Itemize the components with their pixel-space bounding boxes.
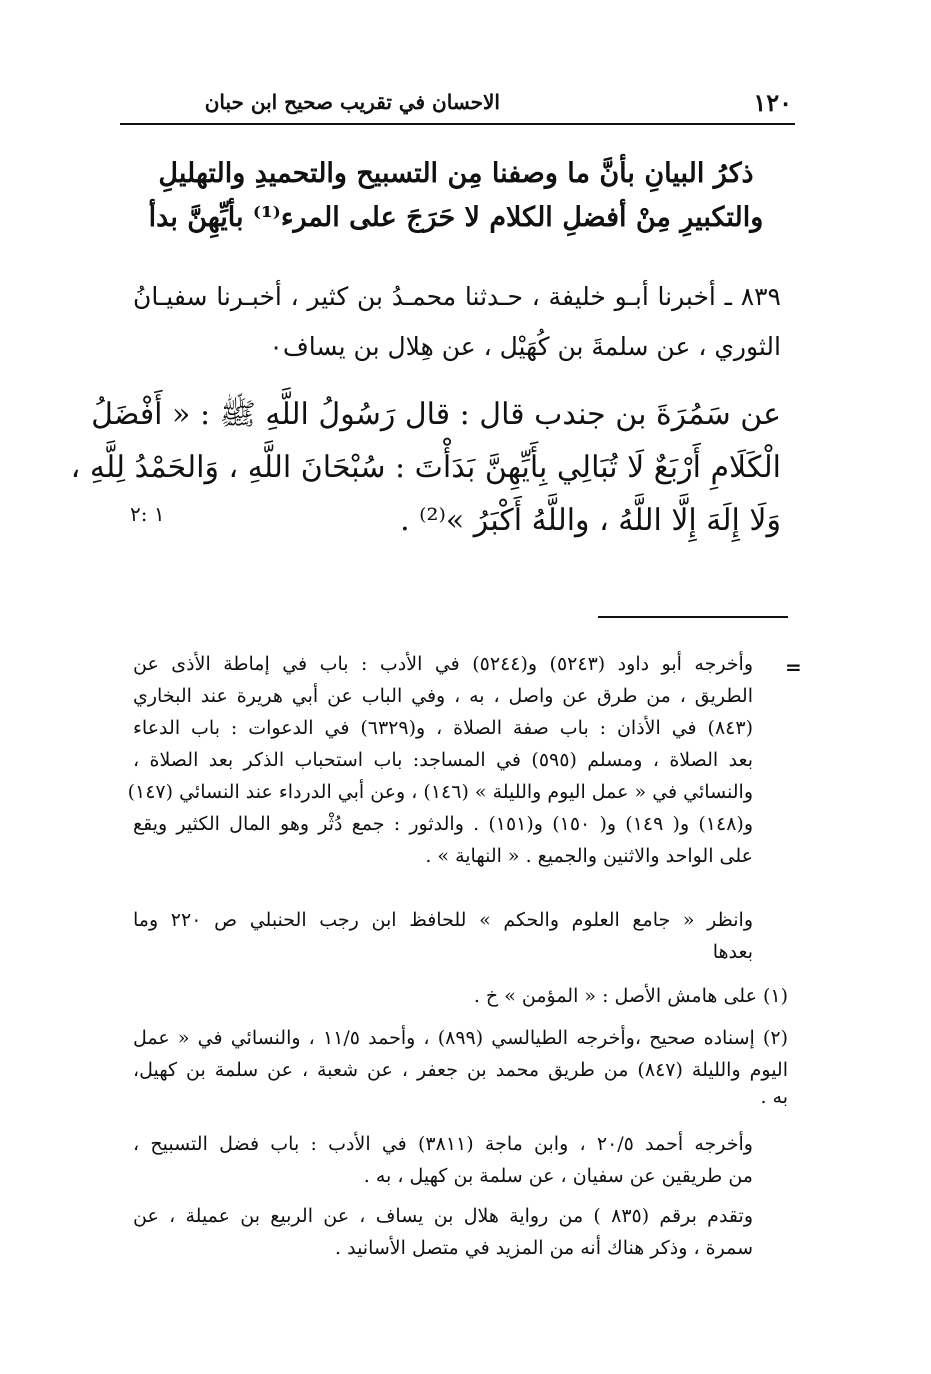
footnote-line: به . bbox=[760, 1086, 788, 1108]
hadith-matn bbox=[70, 388, 781, 547]
book-title: الاحسان في تقريب صحيح ابن حبان bbox=[204, 90, 500, 114]
heading-line-1: ذكرُ البيانِ بأنَّ ما وصفنا مِن التسبيح والتحميدِ والتهليلِ bbox=[158, 158, 754, 189]
footnote-line: اليوم والليلة (٨٤٧) من طريق محمد بن جعفر ، عن شعبة ، عن سلمة بن كهيل، bbox=[133, 1059, 788, 1081]
footnote-2-ahmad bbox=[133, 1128, 753, 1192]
footnote-line: سمرة ، وذكر هناك أنه من المزيد في متصل الأسانيد . bbox=[335, 1237, 753, 1259]
footnote-line: (٨٤٣) في الأذان : باب صفة الصلاة ، و(٦٣٢٩) في الدعوات : باب الدعاء bbox=[133, 717, 753, 739]
matn-line-2: الْكَلَامِ أَرْبَعٌ لَا تُبَالِي بِأَيِّهِنَّ بَدَأْتَ : سُبْحَانَ اللَّهِ ، وَالحَمْدُ لِلَّهِ ، bbox=[70, 450, 781, 485]
footnote-rule bbox=[598, 616, 788, 618]
footnote-line: وأخرجه أبو داود (٥٢٤٣) و(٥٢٤٤) في الأدب : باب في إماطة الأذى عن bbox=[133, 653, 753, 675]
matn-line-1: عن سَمُرَةَ بن جندب قال : قال رَسُولُ اللَّهِ ﷺ : « أَفْضَلُ bbox=[91, 397, 781, 432]
footnote-2 bbox=[133, 1022, 788, 1108]
footnote-line: بعد الصلاة ، ومسلم (٥٩٥) في المساجد: باب استحباب الذكر بعد الصلاة ، bbox=[133, 749, 753, 771]
page-number: ١٢٠ bbox=[753, 88, 792, 117]
isnad-line-1: ٨٣٩ ـ أخبرنا أبـو خليفة ، حـدثنا محمـدُ بن كثير ، أخبـرنا سفيـانُ bbox=[133, 282, 781, 311]
margin-reference: ١ :٢ bbox=[130, 502, 165, 526]
footnote-line: (٢) إسناده صحيح ،وأخرجه الطيالسي (٨٩٩) ، وأحمد ١١/٥ ، والنسائي في « عمل bbox=[133, 1027, 788, 1049]
footnote-line: بعدها bbox=[712, 941, 753, 963]
footnote-see-also bbox=[133, 904, 753, 968]
hadith-isnad bbox=[133, 272, 781, 372]
heading-line-2: والتكبيرِ مِنْ أفضلِ الكلام لا حَرَجَ على المرء⁽¹⁾ بأيِّهِنَّ بدأ bbox=[148, 202, 764, 233]
chapter-heading bbox=[120, 152, 792, 240]
footnote-line: (١) على هامش الأصل : « المؤمن » خ . bbox=[473, 985, 788, 1007]
matn-line-3: وَلَا إِلَهَ إِلَّا اللَّهُ ، واللَّهُ أَكْبَرُ »⁽²⁾ . bbox=[400, 503, 781, 538]
footnote-line: وأخرجه أحمد ٢٠/٥ ، وابن ماجة (٣٨١١) في الأدب : باب فضل التسبيح ، bbox=[133, 1133, 753, 1155]
isnad-line-2: الثوري ، عن سلمةَ بن كُهَيْل ، عن هِلال بن يساف٠ bbox=[269, 332, 781, 361]
footnote-line: و(١٤٨) و( ١٤٩) و( ١٥٠) و(١٥١) . والدثور : جمع دُثْر وهو المال الكثير ويقع bbox=[133, 813, 753, 835]
footnote-line: والنسائي في « عمل اليوم والليلة » (١٤٦) ، وعن أبي الدرداء عند النسائي (١٤٧) bbox=[127, 781, 753, 803]
footnote-line: من طريقين عن سفيان ، عن سلمة بن كهيل ، به . bbox=[363, 1165, 753, 1187]
footnote-line: الطريق ، من طرق عن واصل ، به ، وفي الباب عن أبي هريرة عند البخاري bbox=[133, 685, 753, 707]
running-header bbox=[120, 88, 792, 116]
footnote-continuation bbox=[127, 648, 753, 872]
footnote-line: على الواحد والاثنين والجميع . « النهاية » . bbox=[425, 845, 753, 867]
footnote-line: وتقدم برقم (٨٣٥ ) من رواية هلال بن يساف ، عن الربيع بن عميلة ، عن bbox=[133, 1205, 753, 1227]
continuation-mark: = bbox=[785, 655, 802, 679]
header-rule bbox=[120, 123, 795, 125]
footnote-line: وانظر « جامع العلوم والحكم » للحافظ ابن رجب الحنبلي ص ٢٢٠ وما bbox=[133, 909, 753, 931]
footnote-2-previous bbox=[133, 1200, 753, 1264]
footnote-1 bbox=[133, 980, 788, 1012]
